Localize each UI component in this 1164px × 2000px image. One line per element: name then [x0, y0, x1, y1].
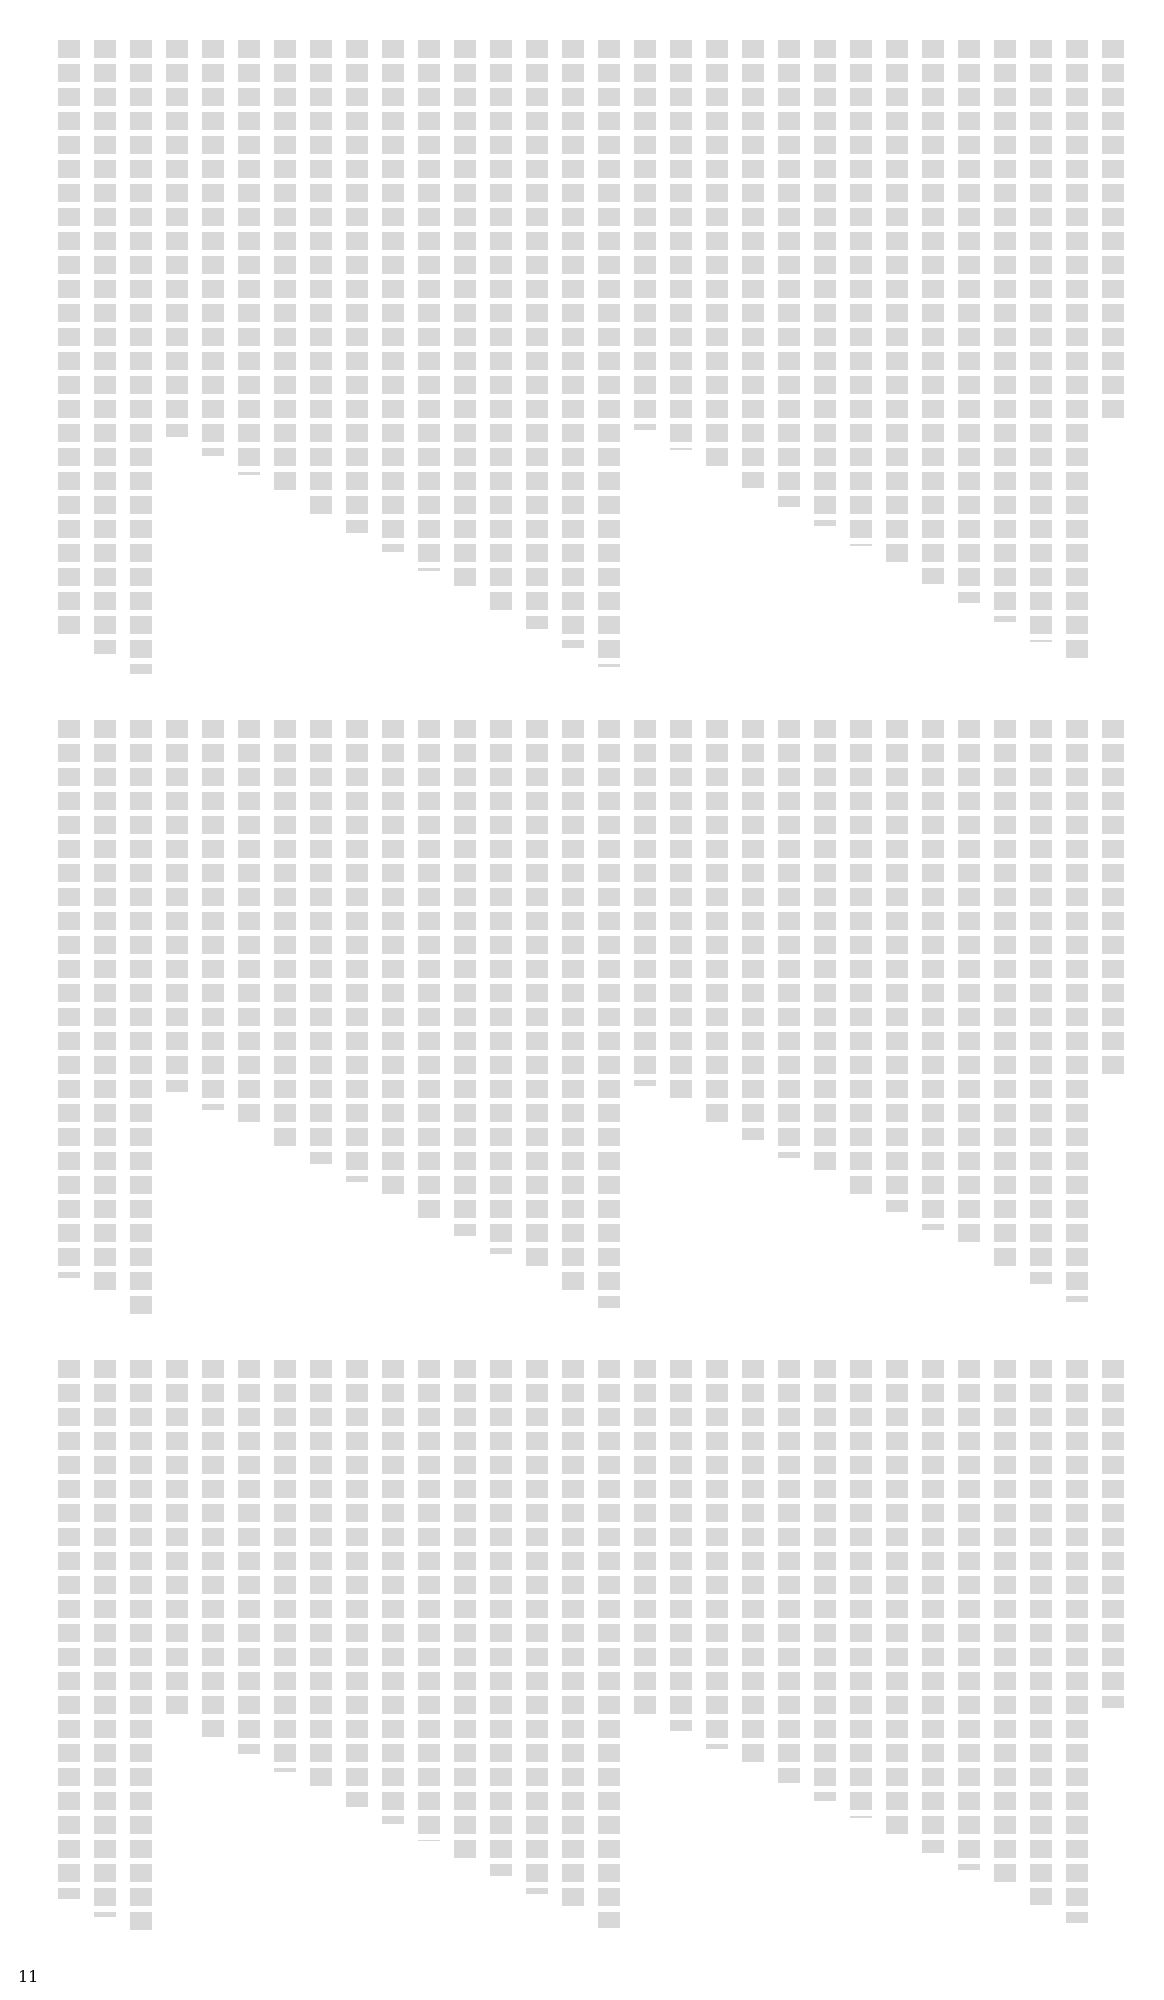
- text-column-placeholder: [94, 1360, 116, 1917]
- text-column-placeholder: [742, 720, 764, 1140]
- text-column-placeholder: [850, 40, 872, 546]
- text-column-placeholder: [778, 40, 800, 507]
- text-column-placeholder: [238, 720, 260, 1128]
- text-column-placeholder: [706, 1360, 728, 1749]
- text-column-placeholder: [1066, 1360, 1088, 1923]
- text-column-placeholder: [994, 40, 1016, 622]
- text-band-top: [40, 40, 1124, 680]
- text-column-placeholder: [1030, 40, 1052, 642]
- text-column-placeholder: [742, 40, 764, 488]
- text-column-placeholder: [202, 40, 224, 456]
- text-column-placeholder: [310, 720, 332, 1164]
- text-band-middle: [40, 720, 1124, 1320]
- text-column-placeholder: [814, 1360, 836, 1801]
- text-column-placeholder: [418, 720, 440, 1218]
- text-column-placeholder: [526, 720, 548, 1272]
- text-column-placeholder: [922, 720, 944, 1230]
- text-column-placeholder: [850, 1360, 872, 1818]
- text-column-placeholder: [238, 40, 260, 475]
- text-column-placeholder: [346, 720, 368, 1182]
- text-column-placeholder: [994, 720, 1016, 1266]
- text-column-placeholder: [1102, 40, 1124, 424]
- text-column-placeholder: [958, 40, 980, 603]
- text-column-placeholder: [202, 1360, 224, 1737]
- text-column-placeholder: [598, 40, 620, 667]
- text-column-placeholder: [382, 1360, 404, 1824]
- text-column-placeholder: [418, 1360, 440, 1841]
- text-column-placeholder: [562, 720, 584, 1290]
- text-column-placeholder: [274, 1360, 296, 1772]
- text-column-placeholder: [1102, 1360, 1124, 1708]
- text-column-placeholder: [130, 40, 152, 674]
- text-column-placeholder: [490, 720, 512, 1254]
- text-column-placeholder: [490, 40, 512, 610]
- text-column-placeholder: [526, 40, 548, 629]
- text-column-placeholder: [1030, 1360, 1052, 1905]
- text-column-placeholder: [706, 40, 728, 469]
- text-column-placeholder: [670, 720, 692, 1104]
- text-column-placeholder: [778, 720, 800, 1158]
- text-column-placeholder: [166, 1360, 188, 1720]
- text-column-placeholder: [454, 40, 476, 590]
- text-column-placeholder: [670, 1360, 692, 1731]
- text-column-placeholder: [58, 1360, 80, 1899]
- text-column-placeholder: [778, 1360, 800, 1783]
- text-column-placeholder: [58, 720, 80, 1278]
- text-column-placeholder: [1066, 720, 1088, 1302]
- text-column-placeholder: [886, 1360, 908, 1836]
- text-column-placeholder: [382, 720, 404, 1200]
- text-column-placeholder: [634, 1360, 656, 1714]
- text-column-placeholder: [1102, 720, 1124, 1080]
- text-column-placeholder: [130, 1360, 152, 1934]
- text-column-placeholder: [454, 1360, 476, 1859]
- text-column-placeholder: [850, 720, 872, 1194]
- text-column-placeholder: [742, 1360, 764, 1766]
- page-number: 11: [18, 1967, 39, 1986]
- text-column-placeholder: [958, 720, 980, 1248]
- text-column-placeholder: [166, 40, 188, 437]
- text-column-placeholder: [886, 720, 908, 1212]
- text-column-placeholder: [310, 1360, 332, 1789]
- text-column-placeholder: [922, 40, 944, 584]
- text-band-bottom: [40, 1360, 1124, 1940]
- text-column-placeholder: [562, 1360, 584, 1911]
- text-column-placeholder: [1030, 720, 1052, 1284]
- text-column-placeholder: [958, 1360, 980, 1870]
- text-column-placeholder: [1066, 40, 1088, 661]
- text-column-placeholder: [598, 1360, 620, 1928]
- text-column-placeholder: [526, 1360, 548, 1894]
- text-column-placeholder: [274, 720, 296, 1146]
- text-column-placeholder: [130, 720, 152, 1314]
- text-column-placeholder: [346, 1360, 368, 1807]
- text-column-placeholder: [238, 1360, 260, 1754]
- text-column-placeholder: [922, 1360, 944, 1853]
- text-column-placeholder: [346, 40, 368, 533]
- text-column-placeholder: [94, 40, 116, 654]
- text-column-placeholder: [166, 720, 188, 1092]
- text-column-placeholder: [670, 40, 692, 450]
- text-column-placeholder: [490, 1360, 512, 1876]
- text-column-placeholder: [274, 40, 296, 494]
- text-column-placeholder: [562, 40, 584, 648]
- text-column-placeholder: [886, 40, 908, 565]
- text-column-placeholder: [454, 720, 476, 1236]
- text-column-placeholder: [58, 40, 80, 635]
- text-column-placeholder: [418, 40, 440, 571]
- text-column-placeholder: [634, 720, 656, 1086]
- text-column-placeholder: [310, 40, 332, 514]
- text-column-placeholder: [382, 40, 404, 552]
- text-column-placeholder: [634, 40, 656, 430]
- text-column-placeholder: [814, 720, 836, 1176]
- text-column-placeholder: [94, 720, 116, 1296]
- text-column-placeholder: [814, 40, 836, 526]
- text-column-placeholder: [598, 720, 620, 1308]
- text-column-placeholder: [706, 720, 728, 1122]
- text-column-placeholder: [202, 720, 224, 1110]
- text-column-placeholder: [994, 1360, 1016, 1888]
